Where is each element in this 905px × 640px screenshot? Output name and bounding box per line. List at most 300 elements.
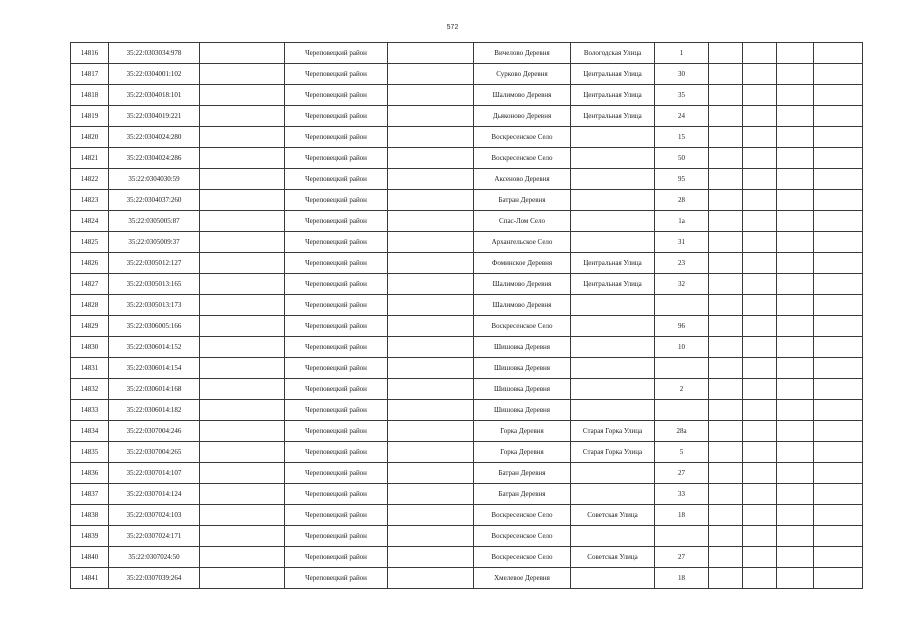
empty-cell: [388, 505, 474, 526]
record-number-cell: 14831: [71, 358, 109, 379]
street-cell: Центральная Улица: [571, 274, 655, 295]
empty-cell: [814, 106, 863, 127]
empty-cell: [743, 526, 777, 547]
house-number-cell: 23: [655, 253, 709, 274]
empty-cell: [743, 442, 777, 463]
district-cell: Череповецкий район: [285, 211, 388, 232]
empty-cell: [814, 148, 863, 169]
empty-cell: [388, 43, 474, 64]
table-row: [71, 442, 863, 463]
empty-cell: [743, 379, 777, 400]
street-cell: Центральная Улица: [571, 64, 655, 85]
record-number-cell: 14822: [71, 169, 109, 190]
registry-table: [70, 42, 863, 589]
empty-cell: [777, 526, 814, 547]
empty-cell: [743, 274, 777, 295]
house-number-cell: 28а: [655, 421, 709, 442]
empty-cell: [777, 295, 814, 316]
district-cell: Череповецкий район: [285, 295, 388, 316]
empty-cell: [743, 400, 777, 421]
locality-cell: Вичелово Деревня: [474, 43, 571, 64]
street-cell: [571, 400, 655, 421]
empty-cell: [777, 421, 814, 442]
empty-cell: [200, 169, 285, 190]
record-number-cell: 14840: [71, 547, 109, 568]
locality-cell: Шишовка Деревня: [474, 358, 571, 379]
empty-cell: [200, 85, 285, 106]
empty-cell: [814, 127, 863, 148]
record-number-cell: 14838: [71, 505, 109, 526]
table-row: [71, 274, 863, 295]
street-cell: Вологодская Улица: [571, 43, 655, 64]
empty-cell: [777, 358, 814, 379]
street-cell: [571, 568, 655, 589]
record-number-cell: 14829: [71, 316, 109, 337]
locality-cell: Шишовка Деревня: [474, 337, 571, 358]
empty-cell: [814, 568, 863, 589]
empty-cell: [709, 379, 743, 400]
cadastral-number-cell: 35:22:0306014:182: [109, 400, 200, 421]
house-number-cell: 32: [655, 274, 709, 295]
record-number-cell: 14819: [71, 106, 109, 127]
cadastral-number-cell: 35:22:0307004:246: [109, 421, 200, 442]
cadastral-number-cell: 35:22:0304019:221: [109, 106, 200, 127]
street-cell: [571, 232, 655, 253]
empty-cell: [709, 64, 743, 85]
record-number-cell: 14820: [71, 127, 109, 148]
cadastral-number-cell: 35:22:0306014:152: [109, 337, 200, 358]
locality-cell: Горка Деревня: [474, 442, 571, 463]
empty-cell: [814, 463, 863, 484]
cadastral-number-cell: 35:22:0304037:260: [109, 190, 200, 211]
house-number-cell: 30: [655, 64, 709, 85]
cadastral-number-cell: 35:22:0307024:103: [109, 505, 200, 526]
street-cell: [571, 463, 655, 484]
table-row: [71, 295, 863, 316]
table-row: [71, 43, 863, 64]
house-number-cell: 28: [655, 190, 709, 211]
empty-cell: [743, 316, 777, 337]
table-row: [71, 337, 863, 358]
empty-cell: [388, 484, 474, 505]
district-cell: Череповецкий район: [285, 505, 388, 526]
district-cell: Череповецкий район: [285, 64, 388, 85]
locality-cell: Воскресенское Село: [474, 148, 571, 169]
street-cell: Старая Горка Улица: [571, 421, 655, 442]
street-cell: [571, 190, 655, 211]
empty-cell: [743, 547, 777, 568]
house-number-cell: 1а: [655, 211, 709, 232]
table-row: [71, 421, 863, 442]
empty-cell: [743, 148, 777, 169]
empty-cell: [814, 400, 863, 421]
empty-cell: [814, 316, 863, 337]
district-cell: Череповецкий район: [285, 484, 388, 505]
house-number-cell: 5: [655, 442, 709, 463]
street-cell: [571, 358, 655, 379]
empty-cell: [388, 211, 474, 232]
empty-cell: [388, 106, 474, 127]
locality-cell: Батран Деревня: [474, 190, 571, 211]
empty-cell: [200, 127, 285, 148]
record-number-cell: 14841: [71, 568, 109, 589]
empty-cell: [777, 148, 814, 169]
cadastral-number-cell: 35:22:0304001:102: [109, 64, 200, 85]
empty-cell: [777, 43, 814, 64]
locality-cell: Шалимово Деревня: [474, 295, 571, 316]
locality-cell: Воскресенское Село: [474, 505, 571, 526]
empty-cell: [200, 337, 285, 358]
empty-cell: [777, 484, 814, 505]
district-cell: Череповецкий район: [285, 43, 388, 64]
empty-cell: [709, 169, 743, 190]
table-row: [71, 505, 863, 526]
table-row: [71, 463, 863, 484]
empty-cell: [709, 316, 743, 337]
empty-cell: [388, 547, 474, 568]
empty-cell: [743, 337, 777, 358]
empty-cell: [200, 295, 285, 316]
cadastral-number-cell: 35:22:0305012:127: [109, 253, 200, 274]
empty-cell: [777, 85, 814, 106]
district-cell: Череповецкий район: [285, 400, 388, 421]
empty-cell: [814, 442, 863, 463]
empty-cell: [777, 505, 814, 526]
cadastral-number-cell: 35:22:0305005:87: [109, 211, 200, 232]
empty-cell: [709, 106, 743, 127]
street-cell: Центральная Улица: [571, 253, 655, 274]
district-cell: Череповецкий район: [285, 358, 388, 379]
cadastral-number-cell: 35:22:0307024:171: [109, 526, 200, 547]
empty-cell: [388, 337, 474, 358]
table-row: [71, 484, 863, 505]
empty-cell: [709, 274, 743, 295]
table-row: [71, 400, 863, 421]
house-number-cell: [655, 295, 709, 316]
empty-cell: [743, 568, 777, 589]
empty-cell: [777, 463, 814, 484]
locality-cell: Батран Деревня: [474, 484, 571, 505]
empty-cell: [388, 421, 474, 442]
empty-cell: [743, 463, 777, 484]
house-number-cell: 95: [655, 169, 709, 190]
cadastral-number-cell: 35:22:0303034:978: [109, 43, 200, 64]
locality-cell: Воскресенское Село: [474, 526, 571, 547]
house-number-cell: 18: [655, 505, 709, 526]
cadastral-number-cell: 35:22:0306005:166: [109, 316, 200, 337]
empty-cell: [200, 232, 285, 253]
house-number-cell: 24: [655, 106, 709, 127]
empty-cell: [200, 526, 285, 547]
empty-cell: [200, 190, 285, 211]
empty-cell: [743, 484, 777, 505]
table-row: [71, 169, 863, 190]
empty-cell: [814, 232, 863, 253]
table-row: [71, 547, 863, 568]
cadastral-number-cell: 35:22:0307014:124: [109, 484, 200, 505]
record-number-cell: 14817: [71, 64, 109, 85]
street-cell: Старая Горка Улица: [571, 442, 655, 463]
locality-cell: Шалимово Деревня: [474, 274, 571, 295]
empty-cell: [777, 400, 814, 421]
empty-cell: [388, 64, 474, 85]
empty-cell: [200, 358, 285, 379]
page-number: 572: [446, 24, 459, 31]
empty-cell: [709, 547, 743, 568]
district-cell: Череповецкий район: [285, 463, 388, 484]
empty-cell: [814, 190, 863, 211]
record-number-cell: 14833: [71, 400, 109, 421]
district-cell: Череповецкий район: [285, 106, 388, 127]
street-cell: [571, 211, 655, 232]
record-number-cell: 14826: [71, 253, 109, 274]
empty-cell: [814, 337, 863, 358]
cadastral-number-cell: 35:22:0305013:173: [109, 295, 200, 316]
house-number-cell: 1: [655, 43, 709, 64]
empty-cell: [814, 274, 863, 295]
empty-cell: [777, 316, 814, 337]
empty-cell: [709, 484, 743, 505]
table-row: [71, 190, 863, 211]
empty-cell: [388, 316, 474, 337]
house-number-cell: 18: [655, 568, 709, 589]
empty-cell: [743, 190, 777, 211]
locality-cell: Аксеново Деревня: [474, 169, 571, 190]
table-row: [71, 526, 863, 547]
empty-cell: [388, 169, 474, 190]
empty-cell: [709, 505, 743, 526]
empty-cell: [200, 106, 285, 127]
district-cell: Череповецкий район: [285, 547, 388, 568]
cadastral-number-cell: 35:22:0305013:165: [109, 274, 200, 295]
house-number-cell: [655, 400, 709, 421]
street-cell: [571, 316, 655, 337]
table-row: [71, 358, 863, 379]
empty-cell: [814, 421, 863, 442]
empty-cell: [743, 505, 777, 526]
house-number-cell: 50: [655, 148, 709, 169]
empty-cell: [200, 442, 285, 463]
district-cell: Череповецкий район: [285, 190, 388, 211]
locality-cell: Дьяконово Деревня: [474, 106, 571, 127]
empty-cell: [709, 127, 743, 148]
table-row: [71, 211, 863, 232]
street-cell: Центральная Улица: [571, 85, 655, 106]
empty-cell: [709, 400, 743, 421]
cadastral-number-cell: 35:22:0307024:50: [109, 547, 200, 568]
empty-cell: [743, 421, 777, 442]
empty-cell: [388, 358, 474, 379]
house-number-cell: 33: [655, 484, 709, 505]
record-number-cell: 14834: [71, 421, 109, 442]
locality-cell: Шалимово Деревня: [474, 85, 571, 106]
house-number-cell: [655, 358, 709, 379]
empty-cell: [709, 190, 743, 211]
street-cell: [571, 526, 655, 547]
house-number-cell: 31: [655, 232, 709, 253]
empty-cell: [814, 505, 863, 526]
empty-cell: [743, 358, 777, 379]
empty-cell: [709, 232, 743, 253]
table-row: [71, 568, 863, 589]
empty-cell: [200, 505, 285, 526]
house-number-cell: 27: [655, 463, 709, 484]
empty-cell: [743, 106, 777, 127]
table-row: [71, 127, 863, 148]
street-cell: [571, 484, 655, 505]
locality-cell: Горка Деревня: [474, 421, 571, 442]
street-cell: Советская Улица: [571, 505, 655, 526]
street-cell: Центральная Улица: [571, 106, 655, 127]
empty-cell: [709, 526, 743, 547]
district-cell: Череповецкий район: [285, 253, 388, 274]
district-cell: Череповецкий район: [285, 442, 388, 463]
empty-cell: [777, 106, 814, 127]
cadastral-number-cell: 35:22:0305009:37: [109, 232, 200, 253]
locality-cell: Воскресенское Село: [474, 127, 571, 148]
table-row: [71, 232, 863, 253]
district-cell: Череповецкий район: [285, 148, 388, 169]
district-cell: Череповецкий район: [285, 274, 388, 295]
locality-cell: Шишовка Деревня: [474, 400, 571, 421]
locality-cell: Спас-Лом Село: [474, 211, 571, 232]
empty-cell: [200, 484, 285, 505]
street-cell: [571, 337, 655, 358]
table-row: [71, 64, 863, 85]
empty-cell: [743, 295, 777, 316]
district-cell: Череповецкий район: [285, 169, 388, 190]
house-number-cell: 96: [655, 316, 709, 337]
house-number-cell: 15: [655, 127, 709, 148]
cadastral-number-cell: 35:22:0307014:107: [109, 463, 200, 484]
empty-cell: [709, 568, 743, 589]
locality-cell: Шишовка Деревня: [474, 379, 571, 400]
empty-cell: [388, 568, 474, 589]
locality-cell: Воскресенское Село: [474, 547, 571, 568]
empty-cell: [388, 442, 474, 463]
empty-cell: [709, 295, 743, 316]
empty-cell: [388, 127, 474, 148]
empty-cell: [388, 400, 474, 421]
empty-cell: [777, 442, 814, 463]
table-row: [71, 379, 863, 400]
empty-cell: [200, 421, 285, 442]
empty-cell: [814, 484, 863, 505]
empty-cell: [743, 85, 777, 106]
table-row: [71, 85, 863, 106]
locality-cell: Сурково Деревня: [474, 64, 571, 85]
empty-cell: [777, 190, 814, 211]
empty-cell: [388, 85, 474, 106]
empty-cell: [777, 232, 814, 253]
empty-cell: [200, 148, 285, 169]
record-number-cell: 14835: [71, 442, 109, 463]
street-cell: [571, 148, 655, 169]
empty-cell: [777, 274, 814, 295]
empty-cell: [200, 400, 285, 421]
record-number-cell: 14828: [71, 295, 109, 316]
district-cell: Череповецкий район: [285, 337, 388, 358]
street-cell: [571, 295, 655, 316]
empty-cell: [200, 379, 285, 400]
locality-cell: Батран Деревня: [474, 463, 571, 484]
empty-cell: [777, 169, 814, 190]
district-cell: Череповецкий район: [285, 568, 388, 589]
table-row: [71, 106, 863, 127]
empty-cell: [814, 64, 863, 85]
empty-cell: [814, 169, 863, 190]
empty-cell: [388, 379, 474, 400]
empty-cell: [777, 337, 814, 358]
empty-cell: [200, 211, 285, 232]
street-cell: [571, 379, 655, 400]
cadastral-number-cell: 35:22:0304024:286: [109, 148, 200, 169]
cadastral-number-cell: 35:22:0307004:265: [109, 442, 200, 463]
cadastral-number-cell: 35:22:0304018:101: [109, 85, 200, 106]
record-number-cell: 14821: [71, 148, 109, 169]
empty-cell: [743, 169, 777, 190]
record-number-cell: 14827: [71, 274, 109, 295]
empty-cell: [388, 274, 474, 295]
empty-cell: [814, 526, 863, 547]
empty-cell: [709, 148, 743, 169]
empty-cell: [743, 64, 777, 85]
empty-cell: [200, 316, 285, 337]
empty-cell: [709, 442, 743, 463]
empty-cell: [709, 337, 743, 358]
empty-cell: [814, 253, 863, 274]
empty-cell: [388, 526, 474, 547]
empty-cell: [743, 127, 777, 148]
empty-cell: [777, 127, 814, 148]
record-number-cell: 14837: [71, 484, 109, 505]
empty-cell: [388, 253, 474, 274]
empty-cell: [743, 253, 777, 274]
locality-cell: Архангельское Село: [474, 232, 571, 253]
empty-cell: [814, 295, 863, 316]
street-cell: [571, 127, 655, 148]
registry-table-body: [71, 43, 863, 589]
empty-cell: [388, 190, 474, 211]
empty-cell: [200, 253, 285, 274]
empty-cell: [388, 463, 474, 484]
street-cell: Советская Улица: [571, 547, 655, 568]
empty-cell: [200, 274, 285, 295]
empty-cell: [814, 358, 863, 379]
record-number-cell: 14823: [71, 190, 109, 211]
empty-cell: [709, 85, 743, 106]
locality-cell: Хмелевое Деревня: [474, 568, 571, 589]
house-number-cell: [655, 526, 709, 547]
district-cell: Череповецкий район: [285, 379, 388, 400]
empty-cell: [743, 43, 777, 64]
district-cell: Череповецкий район: [285, 232, 388, 253]
table-row: [71, 148, 863, 169]
district-cell: Череповецкий район: [285, 526, 388, 547]
empty-cell: [777, 253, 814, 274]
record-number-cell: 14824: [71, 211, 109, 232]
record-number-cell: 14818: [71, 85, 109, 106]
record-number-cell: 14839: [71, 526, 109, 547]
empty-cell: [200, 568, 285, 589]
empty-cell: [814, 43, 863, 64]
empty-cell: [388, 295, 474, 316]
cadastral-number-cell: 35:22:0304024:280: [109, 127, 200, 148]
house-number-cell: 27: [655, 547, 709, 568]
house-number-cell: 35: [655, 85, 709, 106]
district-cell: Череповецкий район: [285, 421, 388, 442]
empty-cell: [814, 211, 863, 232]
